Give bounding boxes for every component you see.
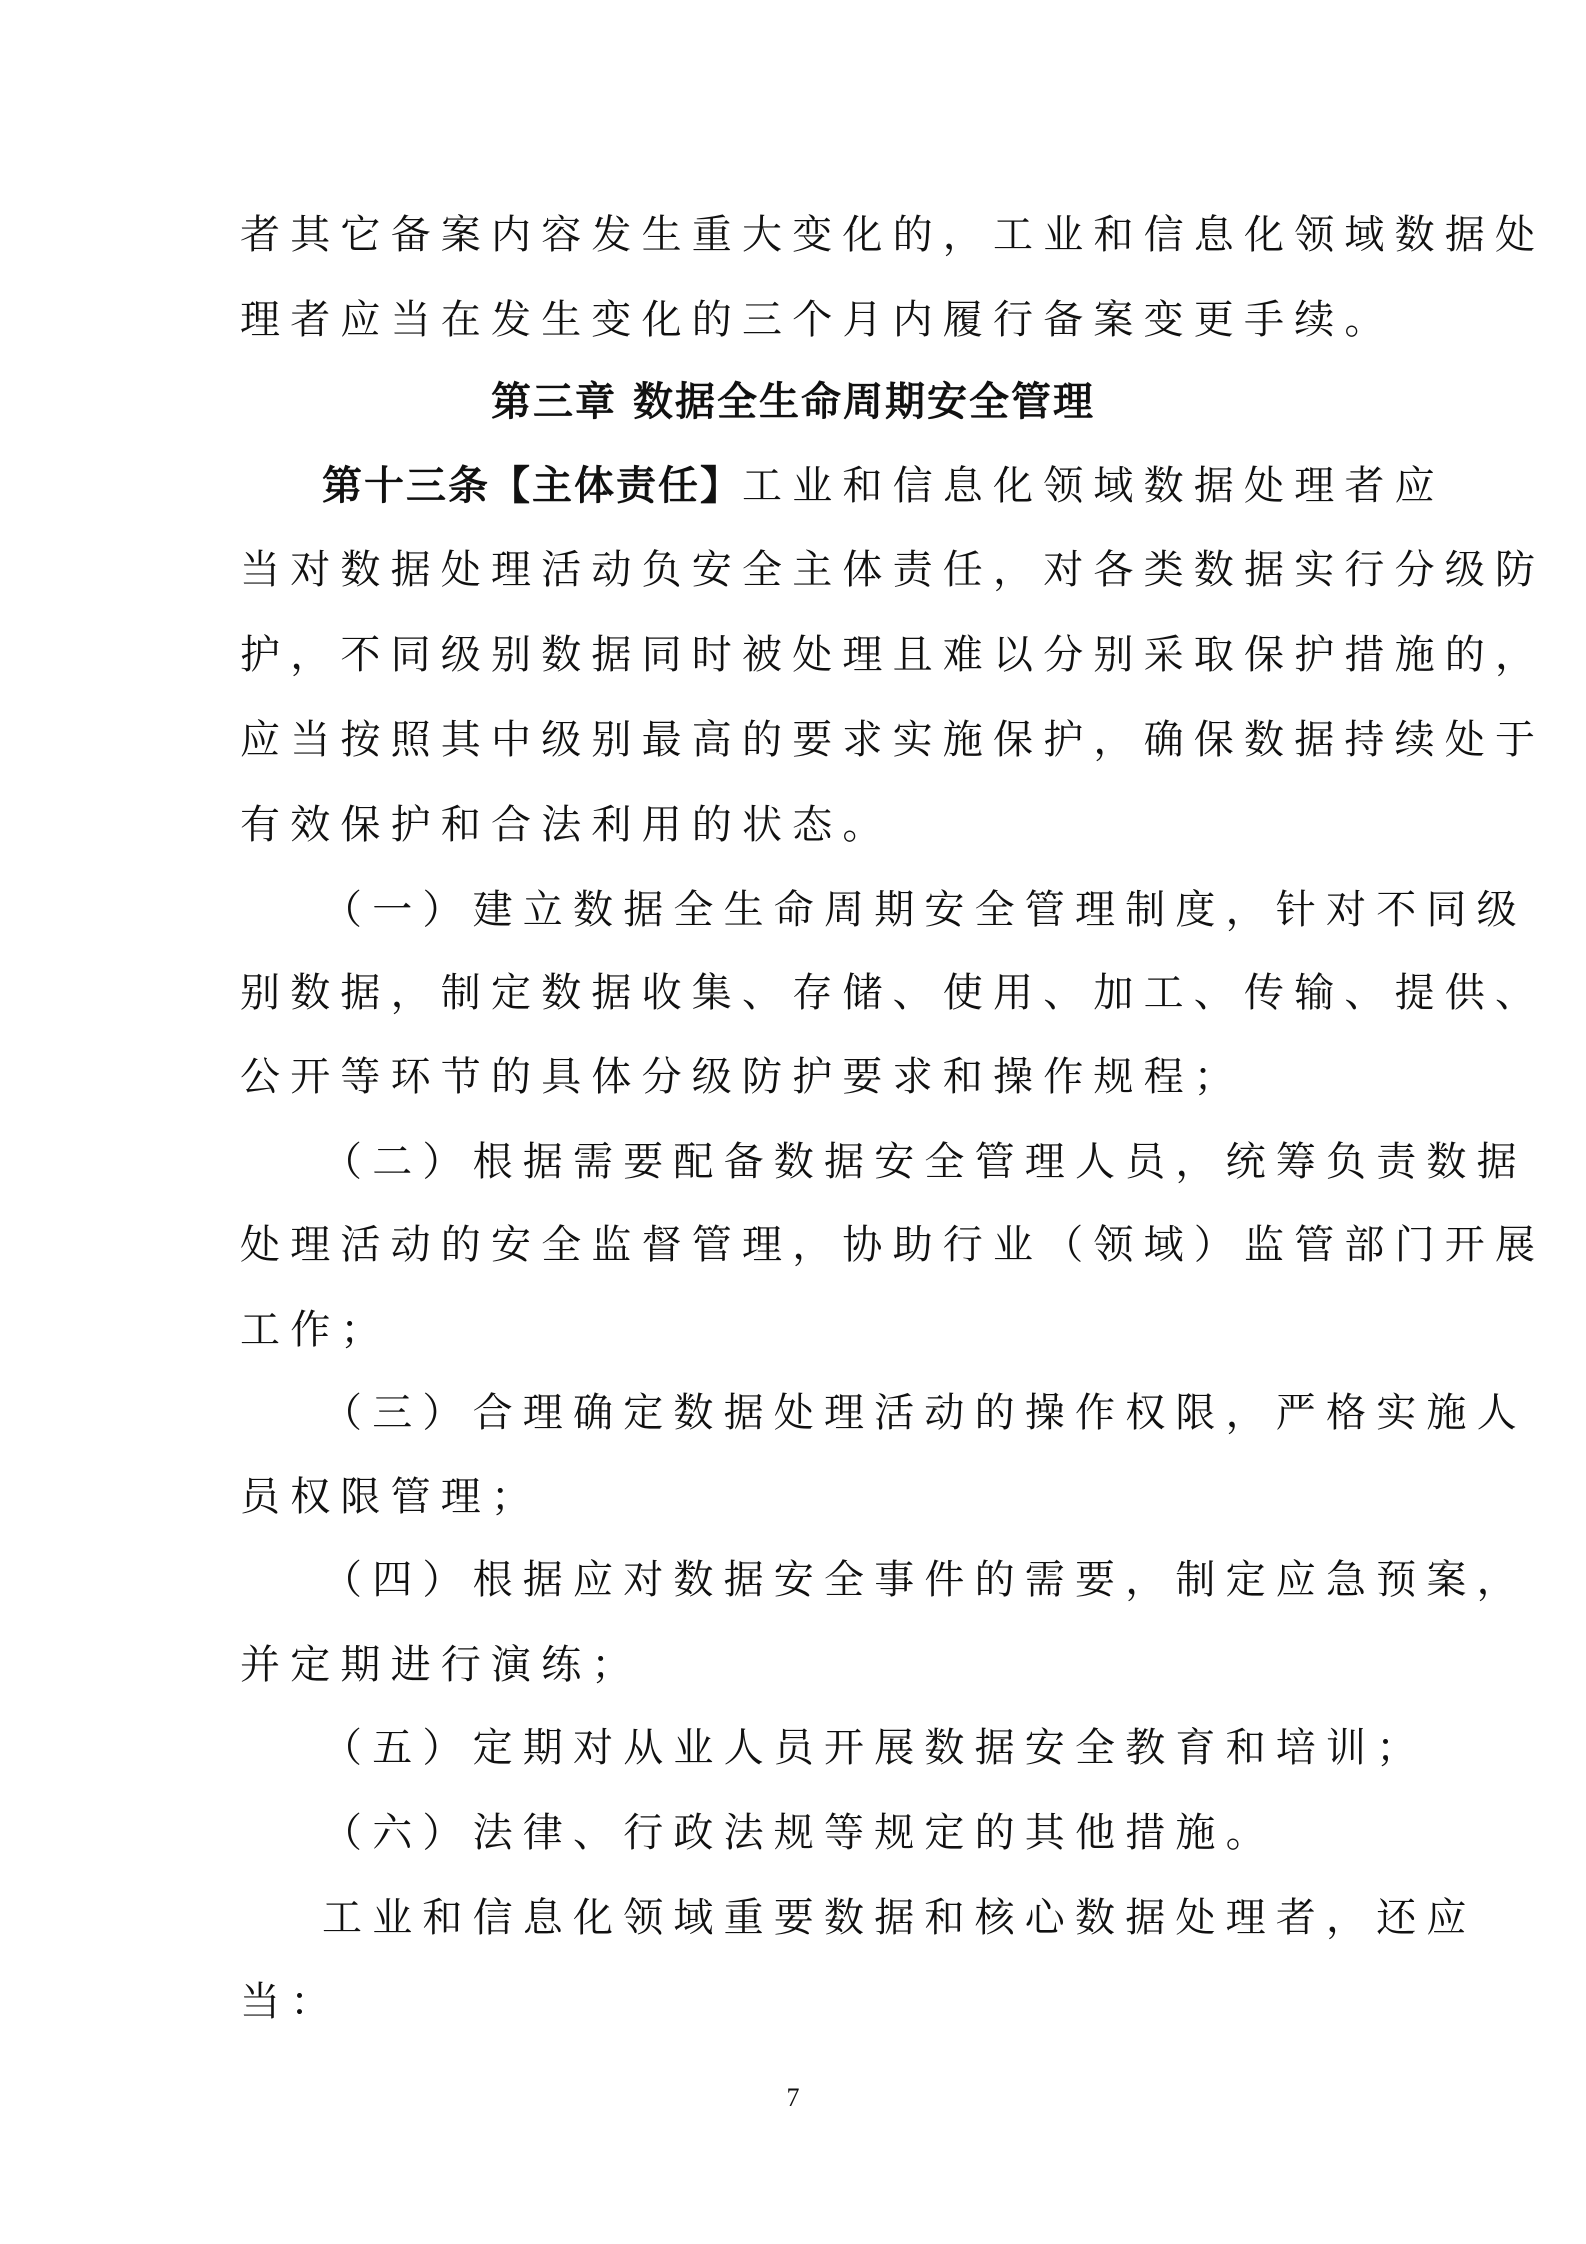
list-item-1-cont: 别数据，制定数据收集、存储、使用、加工、传输、提供、 — [240, 970, 1546, 1016]
paragraph-line: 当对数据处理活动负安全主体责任，对各类数据实行分级防 — [240, 547, 1546, 593]
list-item-4: （四）根据应对数据安全事件的需要，制定应急预案， — [322, 1557, 1527, 1603]
paragraph-line: 护，不同级别数据同时被处理且难以分别采取保护措施的， — [240, 632, 1546, 678]
paragraph-line: 者其它备案内容发生重大变化的，工业和信息化领域数据处 — [240, 212, 1546, 258]
closing-paragraph: 工业和信息化领域重要数据和核心数据处理者，还应 — [322, 1895, 1477, 1941]
list-item-6: （六）法律、行政法规等规定的其他措施。 — [322, 1810, 1276, 1856]
list-item-3-cont: 员权限管理； — [240, 1474, 542, 1520]
list-item-5: （五）定期对从业人员开展数据安全教育和培训； — [322, 1725, 1427, 1771]
closing-paragraph-cont: 当： — [240, 1979, 341, 2025]
paragraph-line: 理者应当在发生变化的三个月内履行备案变更手续。 — [240, 297, 1395, 343]
list-item-4-cont: 并定期进行演练； — [240, 1642, 642, 1688]
list-item-2: （二）根据需要配备数据安全管理人员，统筹负责数据 — [322, 1139, 1527, 1185]
paragraph-line: 应当按照其中级别最高的要求实施保护，确保数据持续处于 — [240, 717, 1546, 763]
paragraph-line: 有效保护和合法利用的状态。 — [240, 802, 893, 848]
article-first-line — [322, 456, 1445, 516]
list-item-2-cont: 工作； — [240, 1307, 391, 1353]
article-label: 第十三条【主体责任】 — [322, 463, 742, 509]
page-number: 7 — [786, 2083, 800, 2112]
list-item-1: （一）建立数据全生命周期安全管理制度，针对不同级 — [322, 887, 1527, 933]
article-text: 工业和信息化领域数据处理者应 — [742, 463, 1445, 509]
chapter-heading: 第三章 数据全生命周期安全管理 — [491, 379, 1095, 425]
list-item-1-cont: 公开等环节的具体分级防护要求和操作规程； — [240, 1054, 1244, 1100]
list-item-2-cont: 处理活动的安全监督管理，协助行业（领域）监管部门开展 — [240, 1222, 1546, 1268]
list-item-3: （三）合理确定数据处理活动的操作权限，严格实施人 — [322, 1390, 1527, 1436]
